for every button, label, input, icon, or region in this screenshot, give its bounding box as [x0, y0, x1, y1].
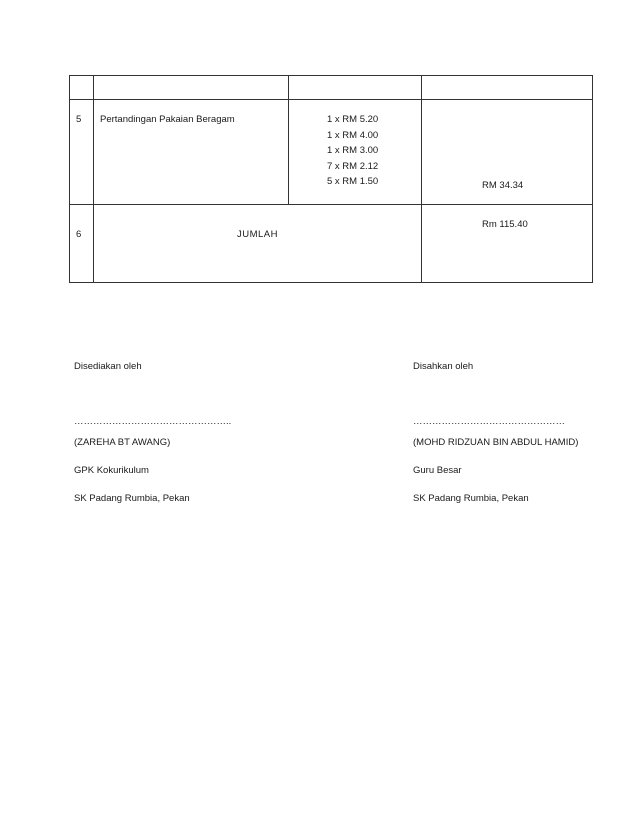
total-row: [70, 205, 593, 283]
quantity-line: 1 x RM 5.20: [327, 114, 379, 125]
table-row: [70, 100, 593, 205]
quantity-line: 5 x RM 1.50: [327, 176, 379, 187]
approved-by-heading: Disahkan oleh: [413, 361, 474, 372]
signatory-school: SK Padang Rumbia, Pekan: [74, 493, 190, 504]
expense-table: [69, 75, 593, 283]
total-amount: Rm 115.40: [482, 219, 528, 230]
empty-cell: [94, 76, 289, 100]
row-number: 6: [70, 205, 94, 283]
signature-line: …………………………………………: [413, 416, 565, 427]
signature-line: …………………………………………..: [74, 416, 232, 427]
total-label: JUMLAH: [94, 205, 422, 283]
signatory-name: (MOHD RIDZUAN BIN ABDUL HAMID): [413, 437, 579, 448]
amount-cell: [422, 100, 593, 205]
item-description: Pertandingan Pakaian Beragam: [94, 100, 289, 205]
amount-cell: [422, 205, 593, 283]
empty-cell: [289, 76, 422, 100]
signatory-name: (ZAREHA BT AWANG): [74, 437, 171, 448]
item-amount: RM 34.34: [482, 180, 524, 191]
signatory-position: Guru Besar: [413, 465, 462, 476]
quantity-line: 7 x RM 2.12: [327, 160, 379, 172]
row-number: 5: [70, 100, 94, 205]
table-header-row: [70, 76, 593, 100]
empty-cell: [422, 76, 593, 100]
quantity-list: [289, 100, 422, 205]
quantity-line: 1 x RM 3.00: [327, 145, 379, 156]
prepared-by-heading: Disediakan oleh: [74, 361, 142, 372]
signatory-school: SK Padang Rumbia, Pekan: [413, 493, 529, 504]
quantity-line: 1 x RM 4.00: [327, 129, 379, 141]
empty-cell: [70, 76, 94, 100]
signatory-position: GPK Kokurikulum: [74, 465, 149, 476]
